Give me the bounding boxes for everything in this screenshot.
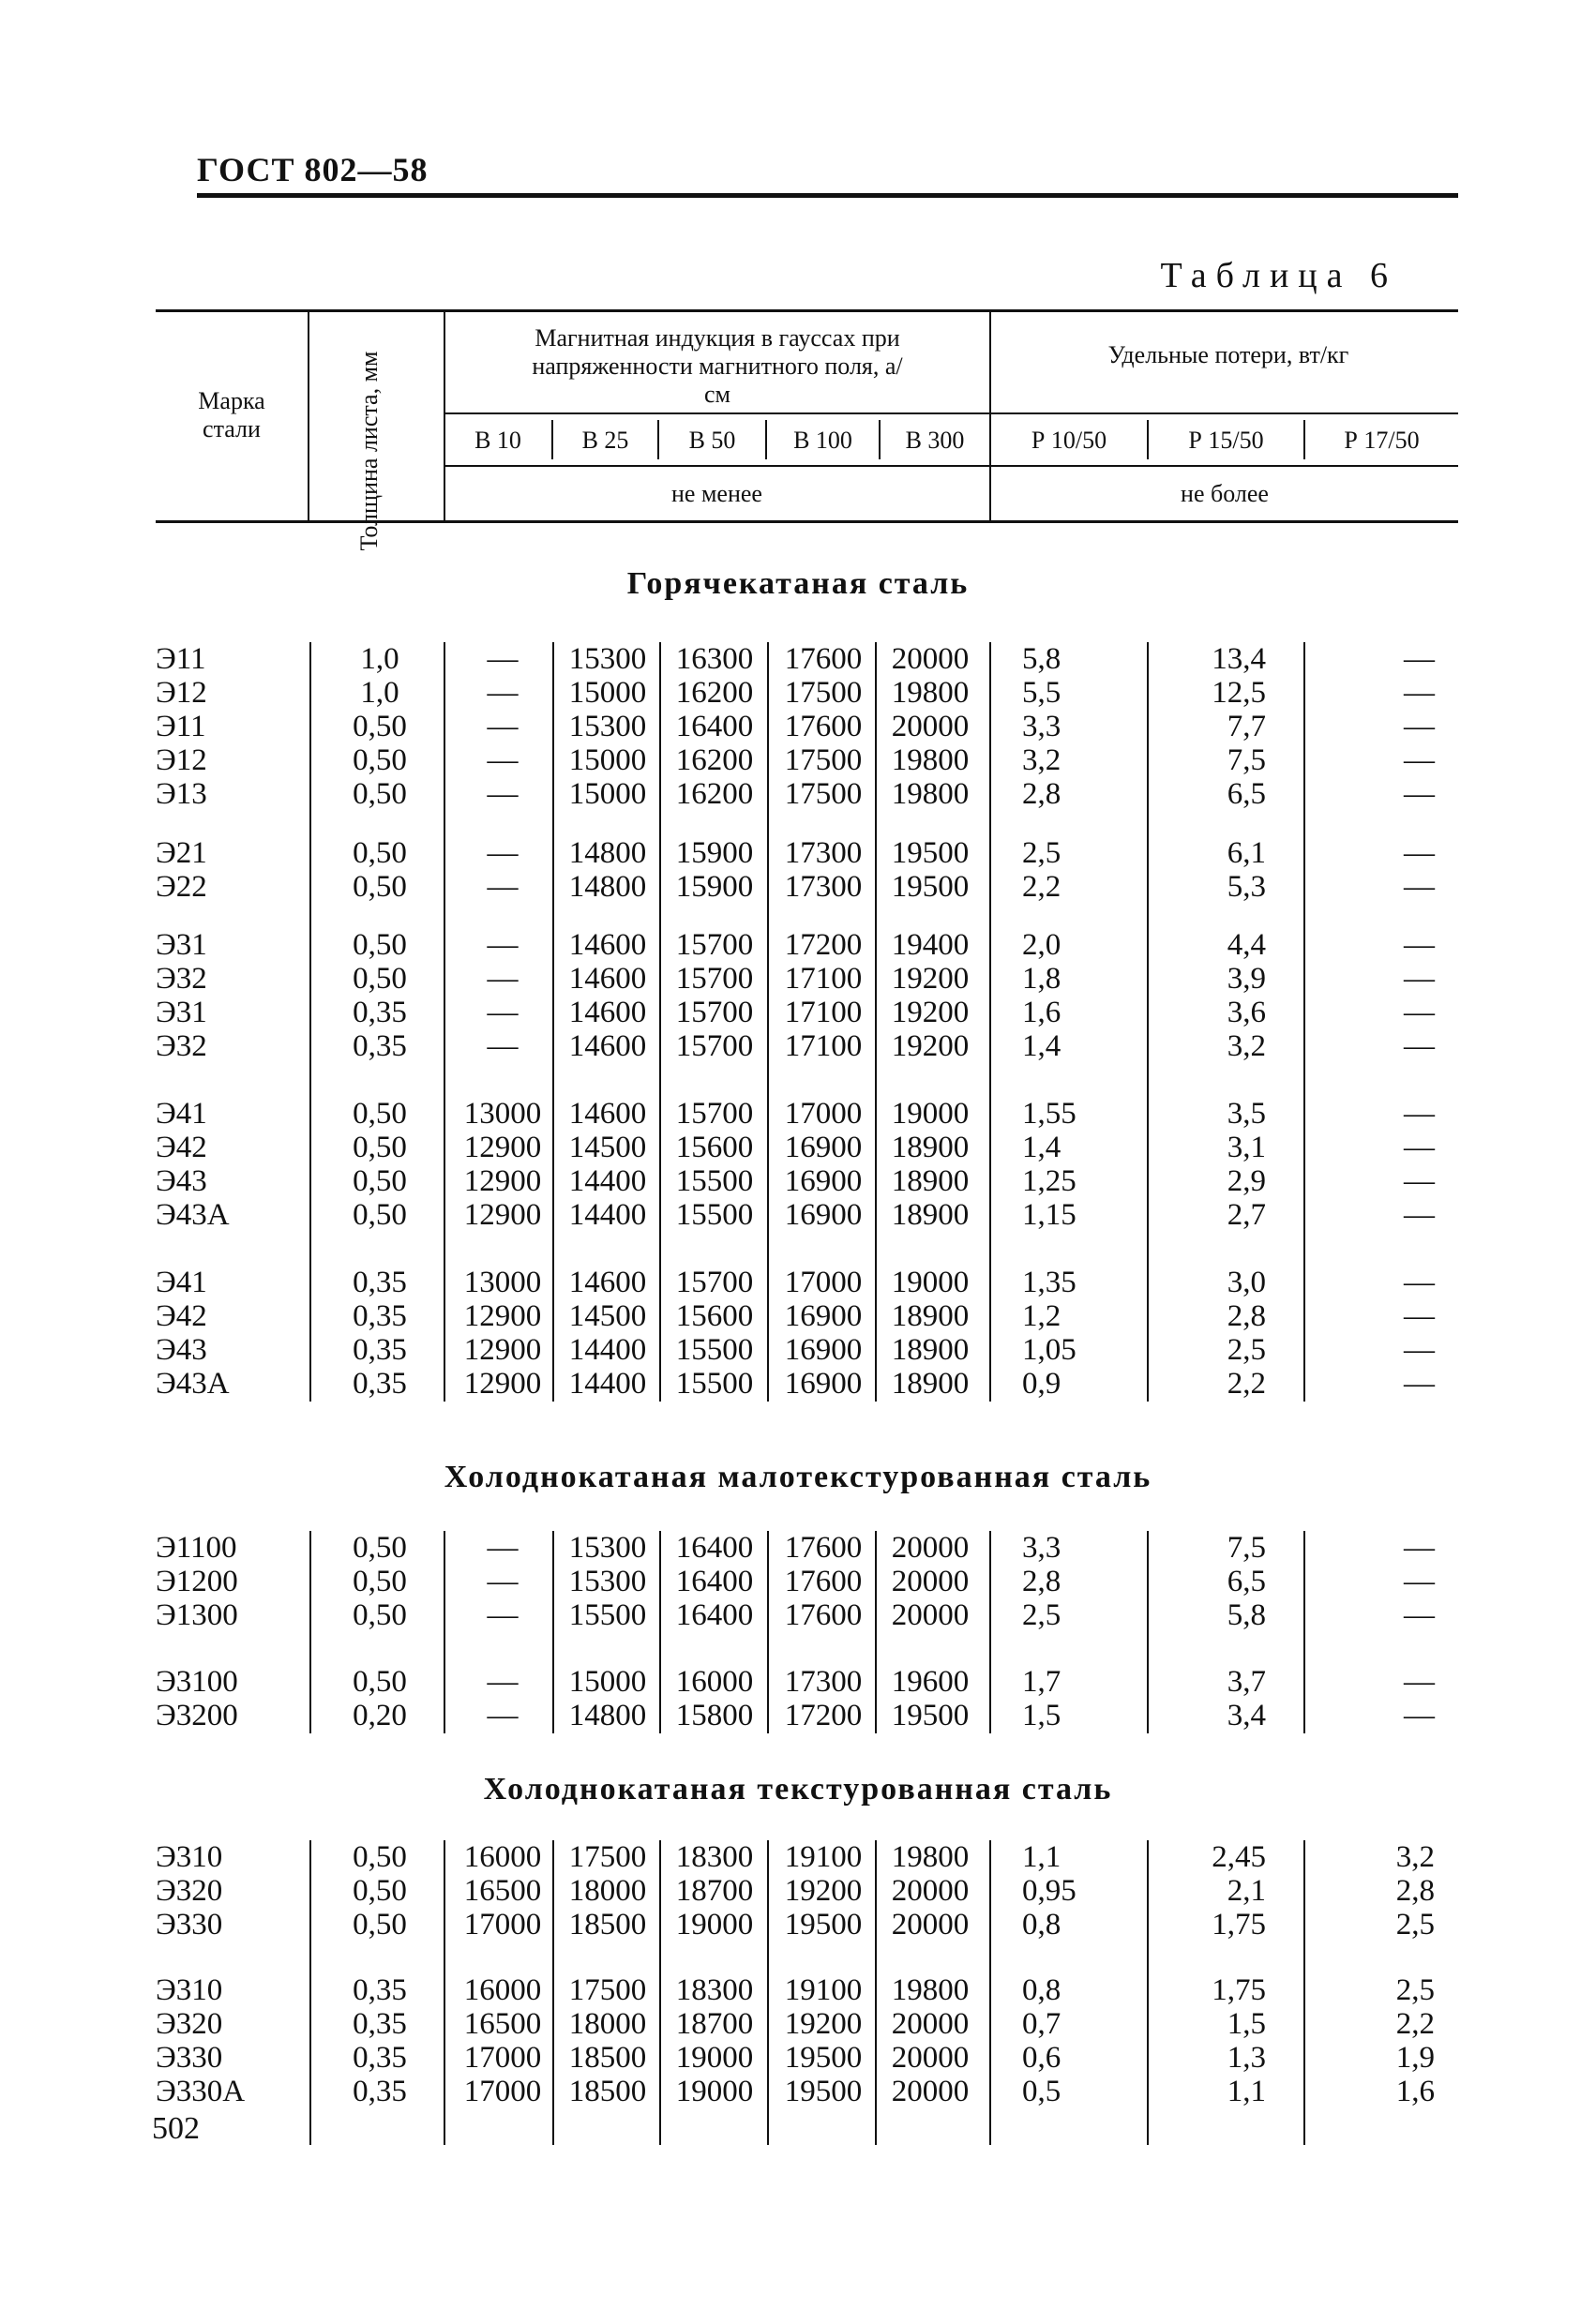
column-rule — [444, 642, 445, 1402]
table-row: Э43А 0,35 12900 14400 15500 16900 18900 0,9 2,2 — — [156, 1367, 1435, 1401]
column-header-grade: Марка стали — [198, 387, 265, 442]
loss-limit-label: не более — [1181, 480, 1269, 507]
table-row: Э22 0,50 — 14800 15900 17300 19500 2,2 5,3 — — [156, 870, 1435, 904]
header-rule — [197, 193, 1458, 198]
induction-limit-label: не менее — [671, 480, 762, 507]
column-rule — [1303, 642, 1305, 1402]
section-title-cold-rolled-textured: Холоднокатаная текстурованная сталь — [483, 1772, 1113, 1807]
column-rule — [989, 1531, 991, 1733]
column-header-b50: В 50 — [688, 427, 736, 454]
column-rule — [875, 1840, 877, 2145]
column-rule — [875, 642, 877, 1402]
column-rule — [1147, 642, 1149, 1402]
column-rule — [767, 642, 769, 1402]
table-row: Э320 0,35 16500 18000 18700 19200 20000 0,7 1,5 2,2 — [156, 2007, 1435, 2041]
column-header-losses: Удельные потери, вт/кг — [1107, 341, 1349, 368]
table-row: Э330 0,35 17000 18500 19000 19500 20000 0,6 1,3 1,9 — [156, 2041, 1435, 2075]
column-header-p15: Р 15/50 — [1188, 427, 1264, 454]
table-row: Э1100 0,50 — 15300 16400 17600 20000 3,3 7,5 — — [156, 1531, 1435, 1565]
table-row: Э43А 0,50 12900 14400 15500 16900 18900 1,15 2,7 — — [156, 1198, 1435, 1232]
table-row: Э12 1,0 — 15000 16200 17500 19800 5,5 12,5 — — [156, 676, 1435, 710]
column-rule — [659, 1840, 661, 2145]
table-row: Э3200 0,20 — 14800 15800 17200 19500 1,5 3,4 — — [156, 1699, 1435, 1732]
table-row: Э32 0,50 — 14600 15700 17100 19200 1,8 3,9 — — [156, 962, 1435, 996]
header-bottom-rule — [156, 520, 1458, 523]
table-row: Э43 0,50 12900 14400 15500 16900 18900 1,25 2,9 — — [156, 1164, 1435, 1198]
header-vline — [308, 312, 309, 520]
column-rule — [989, 642, 991, 1402]
document-title: ГОСТ 802—58 — [197, 151, 429, 188]
column-rule — [767, 1531, 769, 1733]
column-rule — [989, 1840, 991, 2145]
table-row: Э11 1,0 — 15300 16300 17600 20000 5,8 13,4 — — [156, 642, 1435, 676]
column-rule — [767, 1840, 769, 2145]
column-header-induction: Магнитная индукция в гауссах при напряженности магнитного поля, а/см — [532, 324, 903, 408]
column-rule — [1303, 1531, 1305, 1733]
column-rule — [444, 1531, 445, 1733]
table-row: Э11 0,50 — 15300 16400 17600 20000 3,3 7,7 — — [156, 710, 1435, 743]
column-header-b100: В 100 — [793, 427, 852, 454]
column-rule — [552, 1840, 554, 2145]
table-row: Э330А 0,35 17000 18500 19000 19500 20000 0,5 1,1 1,6 — [156, 2075, 1435, 2108]
column-rule — [444, 1840, 445, 2145]
table-row: Э1300 0,50 — 15500 16400 17600 20000 2,5 5,8 — — [156, 1598, 1435, 1632]
section-title-hot-rolled: Горячекатаная сталь — [626, 566, 970, 601]
table-row: Э310 0,35 16000 17500 18300 19100 19800 0,8 1,75 2,5 — [156, 1973, 1435, 2007]
table-row: Э320 0,50 16500 18000 18700 19200 20000 0,95 2,1 2,8 — [156, 1874, 1435, 1908]
table-row: Э42 0,35 12900 14500 15600 16900 18900 1,2 2,8 — — [156, 1299, 1435, 1333]
column-header-p10: Р 10/50 — [1031, 427, 1107, 454]
column-rule — [552, 1531, 554, 1733]
table-row: Э3100 0,50 — 15000 16000 17300 19600 1,7 3,7 — — [156, 1665, 1435, 1699]
table-row: Э42 0,50 12900 14500 15600 16900 18900 1,4 3,1 — — [156, 1131, 1435, 1164]
table-row: Э12 0,50 — 15000 16200 17500 19800 3,2 7,5 — — [156, 743, 1435, 777]
column-rule — [1147, 1840, 1149, 2145]
column-header-b25: В 25 — [581, 427, 629, 454]
table-row: Э21 0,50 — 14800 15900 17300 19500 2,5 6,1 — — [156, 836, 1435, 870]
column-rule — [1303, 1840, 1305, 2145]
table-row: Э1200 0,50 — 15300 16400 17600 20000 2,8 6,5 — — [156, 1565, 1435, 1598]
column-rule — [309, 642, 311, 1402]
column-rule — [1147, 1531, 1149, 1733]
column-rule — [659, 1531, 661, 1733]
subheader-rule-top — [444, 412, 1458, 414]
table-row: Э41 0,35 13000 14600 15700 17000 19000 1,35 3,0 — — [156, 1266, 1435, 1299]
table-row: Э32 0,35 — 14600 15700 17100 19200 1,4 3,2 — — [156, 1029, 1435, 1063]
page-number: 502 — [152, 2111, 200, 2146]
column-header-p17: Р 17/50 — [1344, 427, 1420, 454]
column-rule — [309, 1840, 311, 2145]
section-title-cold-rolled-low-texture: Холоднокатаная малотекстурованная сталь — [444, 1460, 1152, 1494]
column-header-b10: В 10 — [474, 427, 521, 454]
table-row: Э13 0,50 — 15000 16200 17500 19800 2,8 6,5 — — [156, 777, 1435, 811]
table-row: Э43 0,35 12900 14400 15500 16900 18900 1,05 2,5 — — [156, 1333, 1435, 1367]
column-header-thickness: Толщина листа, мм — [355, 351, 383, 551]
table-row: Э310 0,50 16000 17500 18300 19100 19800 1,1 2,45 3,2 — [156, 1840, 1435, 1874]
column-rule — [659, 642, 661, 1402]
table-caption: Таблица 6 — [1160, 256, 1397, 295]
column-rule — [309, 1531, 311, 1733]
table-row: Э31 0,50 — 14600 15700 17200 19400 2,0 4,4 — — [156, 928, 1435, 962]
table-top-rule — [156, 309, 1458, 312]
column-header-b300: В 300 — [905, 427, 965, 454]
table-row: Э31 0,35 — 14600 15700 17100 19200 1,6 3,6 — — [156, 996, 1435, 1029]
column-rule — [875, 1531, 877, 1733]
column-rule — [552, 642, 554, 1402]
table-row: Э330 0,50 17000 18500 19000 19500 20000 0,8 1,75 2,5 — [156, 1908, 1435, 1942]
subheader-rule-bottom — [444, 465, 1458, 467]
table-row: Э41 0,50 13000 14600 15700 17000 19000 1,55 3,5 — — [156, 1097, 1435, 1131]
